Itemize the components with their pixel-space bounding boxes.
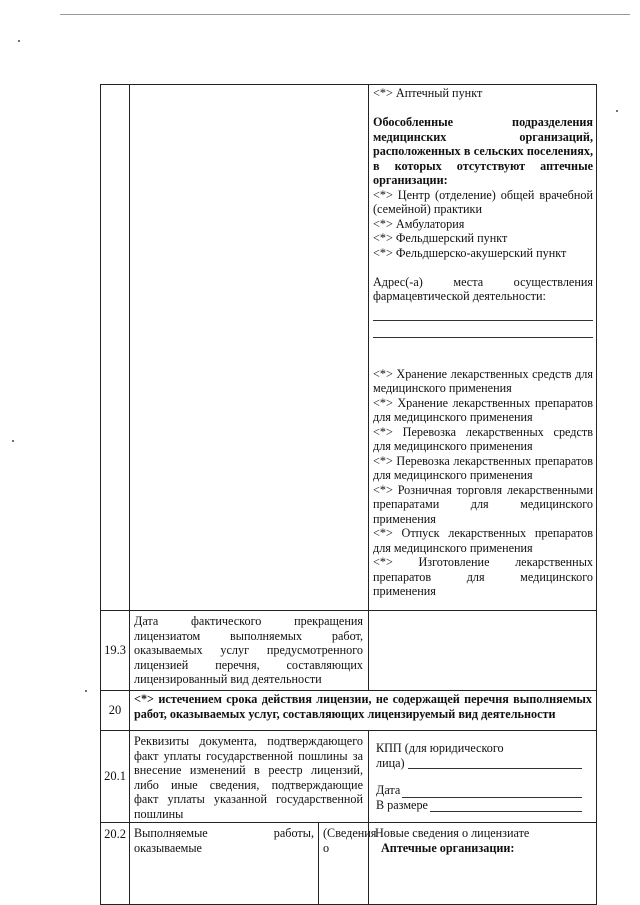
address-line[interactable] (373, 310, 593, 321)
activity-option: <*> Хранение лекарственных средств для медицинского применения (373, 366, 593, 395)
form-table (100, 84, 597, 905)
date-field[interactable] (402, 785, 582, 798)
kpp-field[interactable] (408, 756, 582, 769)
scan-speck (616, 110, 618, 112)
separate-unit-item: <*> Фельдшерско-акушерский пункт (373, 245, 567, 260)
activity-option: <*> Перевозка лекарственных средств для медицинского применения (373, 424, 593, 453)
info-about-cell: (Сведения о (318, 822, 369, 905)
termination-date-value[interactable] (368, 610, 597, 691)
upper-label-cell (129, 84, 369, 611)
activity-option: <*> Розничная торговля лекарственными препаратами для медицинского применения (373, 482, 593, 526)
row-number: 20 (100, 690, 130, 731)
fee-payment-value (368, 730, 597, 823)
date-label: Дата (376, 783, 401, 797)
scan-speck (85, 690, 87, 692)
option-marker: <*> (134, 692, 154, 706)
new-info-cell (368, 822, 597, 905)
pharmacy-point-option: <*> Аптечный пункт (373, 86, 483, 100)
address-label: Адрес(-а) места осуществления фармацевтической деятельности: (373, 274, 593, 303)
amount-field[interactable] (430, 799, 582, 812)
row-number: 20.1 (100, 730, 130, 823)
activity-option: <*> Отпуск лекарственных препаратов для медицинского применения (373, 526, 593, 555)
fee-payment-label: Реквизиты документа, подтверждающего факт уплаты государственной пошлины за внесение изменений в реестр лицензий, либо иные сведения, подтверждающие факт уплаты указанной государственной пошлины (129, 730, 369, 823)
upper-number-cell (100, 84, 130, 611)
row-number: 19.3 (100, 610, 130, 691)
scan-edge-line (60, 14, 630, 15)
activity-option: <*> Хранение лекарственных препаратов для медицинского применения (373, 395, 593, 424)
kpp-label: КПП (для юридического лица) (376, 741, 504, 770)
scan-speck (12, 440, 14, 442)
works-services-label: Выполняемые работы, оказываемые (129, 822, 319, 905)
scan-speck (18, 40, 20, 42)
termination-date-label: Дата фактического прекращения лицензиатом выполняемых работ, оказываемых услуг предусмотренного лицензией перечня, составляющих лицензированный вид деятельности (129, 610, 369, 691)
license-expiry-option[interactable] (129, 690, 597, 731)
amount-label: В размере (376, 797, 428, 812)
separate-unit-item: <*> Амбулатория (373, 216, 465, 231)
separate-unit-item: <*> Фельдшерский пункт (373, 231, 508, 245)
activity-option: <*> Изготовление лекарственных препаратов для медицинского применения (373, 555, 593, 598)
address-line[interactable] (373, 327, 593, 338)
license-expiry-text: истечением срока действия лицензии, не содержащей перечня выполняемых работ, оказываемых услуг, составляющих лицензируемый вид деятельности (134, 692, 593, 721)
row-number: 20.2 (100, 822, 130, 905)
separate-unit-item: <*> Центр (отделение) общей врачебной (семейной) практики (373, 187, 593, 216)
upper-value-cell (368, 84, 597, 611)
activity-option: <*> Перевозка лекарственных препаратов для медицинского применения (373, 453, 593, 482)
pharmacy-organizations-heading: Аптечные организации: (381, 840, 515, 855)
new-licensee-info-label: Новые сведения о лицензиате (375, 826, 530, 840)
separate-units-heading: Обособленные подразделения медицинских организаций, расположенных в сельских поселениях, в которых отсутствуют аптечные организации: (373, 115, 593, 187)
